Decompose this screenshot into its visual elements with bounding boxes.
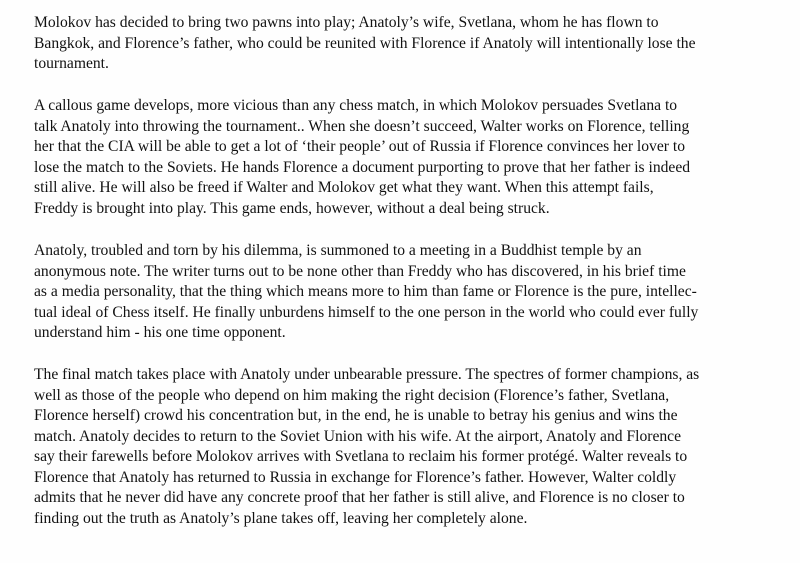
text-line: Florence that Anatoly has returned to Russia in exchange for Florence’s father. However, Walter coldly [34, 468, 677, 486]
text-line: The final match takes place with Anatoly under unbearable pressure. The spectres of former champions, as [34, 366, 700, 383]
text-line: Florence herself) crowd his concentration but, in the end, he is unable to betray his genius and wins the [34, 407, 678, 424]
text-line: finding out the truth as Anatoly’s plane takes off, leaving her completely alone. [34, 509, 528, 527]
text-line: talk Anatoly into throwing the tournament.. When she doesn’t succeed, Walter works on Florence, telling [34, 117, 690, 135]
text-line: as a media personality, that the thing which means more to him than fame or Florence is the pure, intellec- [34, 283, 697, 300]
text-line: Anatoly, troubled and torn by his dilemma, is summoned to a meeting in a Buddhist temple by an [34, 242, 642, 259]
text-line: lose the match to the Soviets. He hands Florence a document purporting to prove that her father is indeed [34, 158, 691, 176]
text-line: tournament. [34, 55, 109, 72]
text-line: understand him - his one time opponent. [34, 324, 286, 341]
text-line: anonymous note. The writer turns out to be none other than Freddy who has discovered, in his brief time [34, 262, 686, 280]
paragraph-callous-game [34, 96, 784, 219]
paragraph-pawns-into-play [34, 13, 784, 75]
text-line: tual ideal of Chess itself. He finally unburdens himself to the one person in the world who could ever fully [34, 303, 699, 321]
text-line: match. Anatoly decides to return to the Soviet Union with his wife. At the airport, Anatoly and Florence [34, 427, 682, 445]
text-line: Bangkok, and Florence’s father, who could be reunited with Florence if Anatoly will intentionally lose the [34, 34, 696, 52]
paragraph-buddhist-temple [34, 241, 784, 344]
text-line: Freddy is brought into play. This game ends, however, without a deal being struck. [34, 199, 550, 217]
text-line: admits that he never did have any concrete proof that her father is still alive, and Florence is no closer to [34, 489, 685, 506]
text-line: Molokov has decided to bring two pawns into play; Anatoly’s wife, Svetlana, whom he has flown to [34, 14, 659, 31]
text-line: A callous game develops, more vicious than any chess match, in which Molokov persuades Svetlana to [34, 97, 678, 114]
text-line: still alive. He will also be freed if Walter and Molokov get what they want. When this attempt fails, [34, 179, 654, 196]
text-line: say their farewells before Molokov arrives with Svetlana to reclaim his former protégé. Walter reveals to [34, 448, 688, 465]
text-line: well as those of the people who depend on him making the right decision (Florence’s father, Svetlana, [34, 386, 670, 404]
paragraph-final-match [34, 365, 784, 529]
text-line: her that the CIA will be able to get a lot of ‘their people’ out of Russia if Florence convinces her lover to [34, 138, 685, 155]
